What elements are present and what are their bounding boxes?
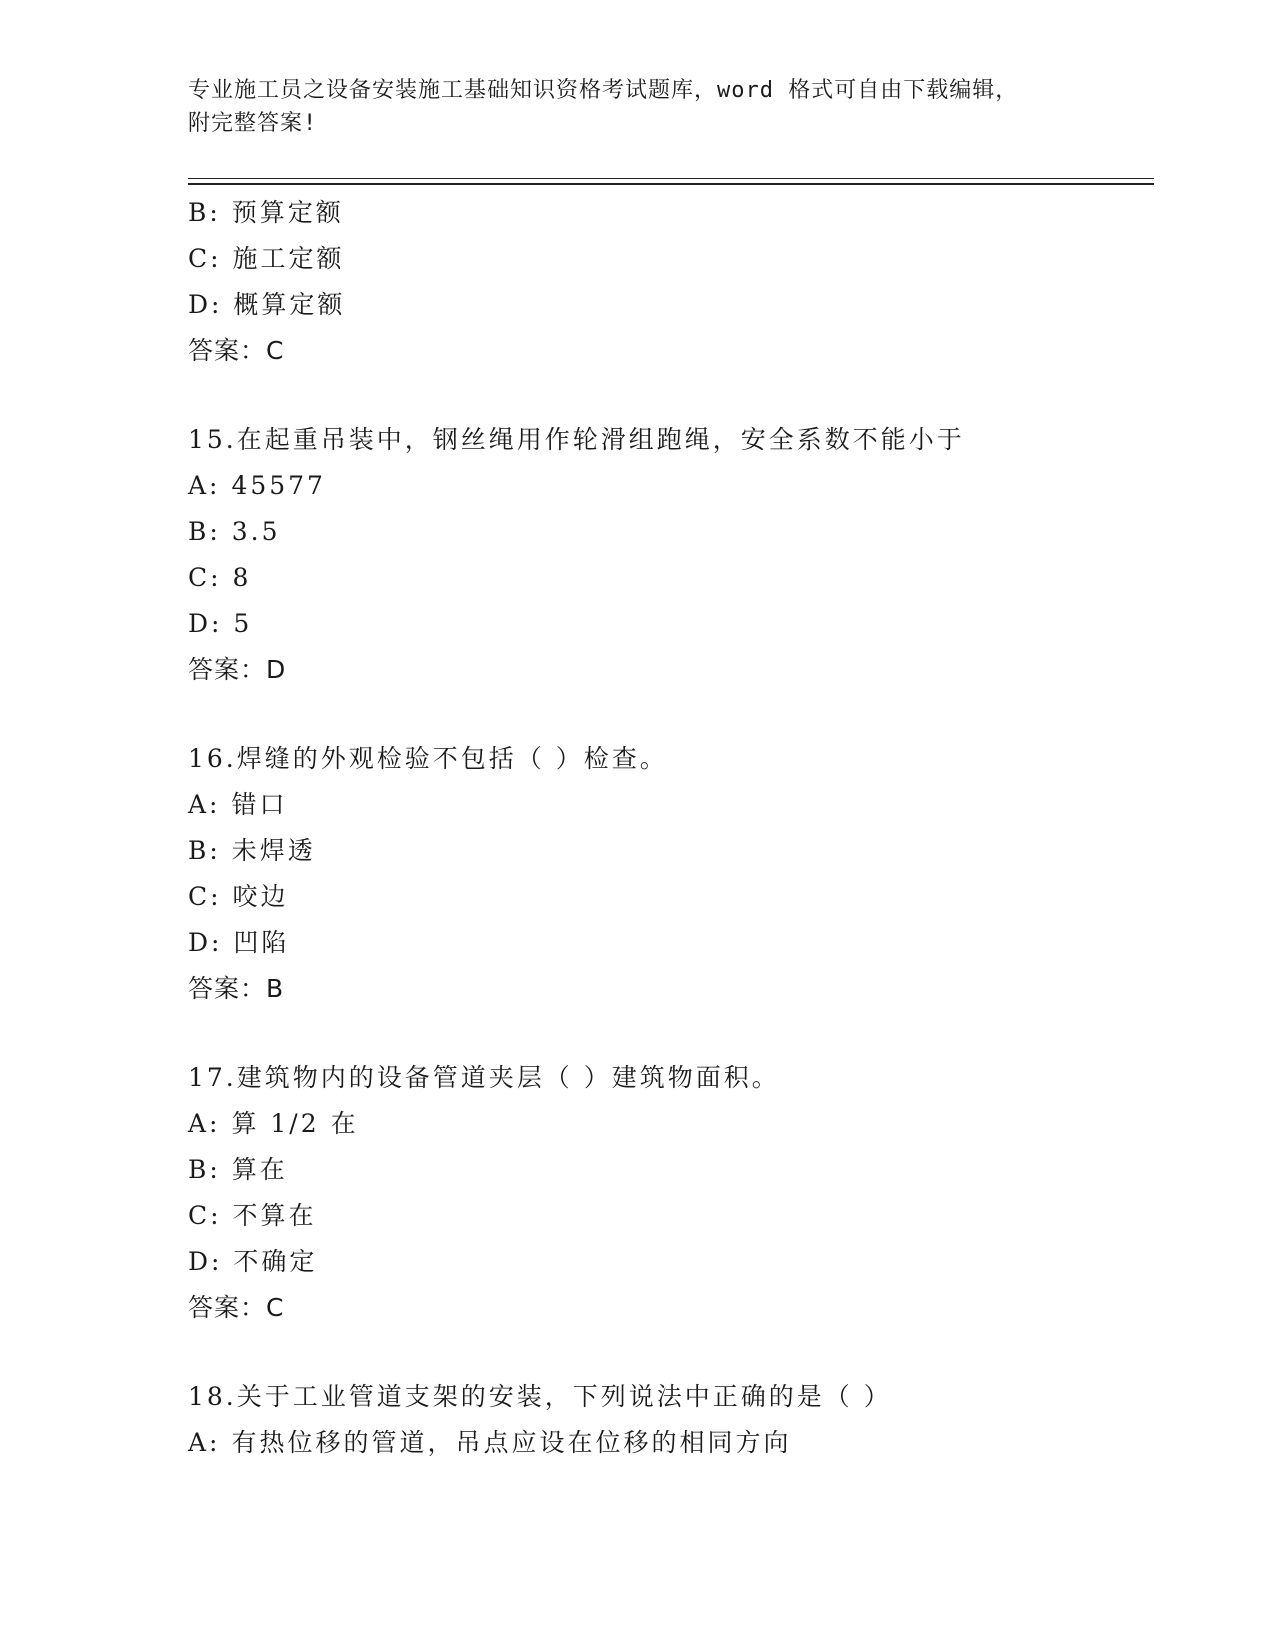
answer-line: 答案：C bbox=[188, 1293, 285, 1322]
spacer bbox=[188, 693, 1148, 736]
option-line: A: 错口 bbox=[188, 790, 288, 819]
spacer bbox=[188, 1012, 1148, 1055]
option-line: D: 5 bbox=[188, 609, 253, 638]
option-line: A: 算 1/2 在 bbox=[188, 1109, 359, 1138]
option-line: B: 未焊透 bbox=[188, 836, 316, 865]
answer-line: 答案：B bbox=[188, 974, 285, 1003]
answer-line: 答案：C bbox=[188, 336, 285, 365]
option-line: C: 不算在 bbox=[188, 1201, 317, 1230]
question-stem: 17.建筑物内的设备管道夹层（ ）建筑物面积。 bbox=[188, 1063, 780, 1092]
question-stem: 16.焊缝的外观检验不包括（ ）检查。 bbox=[188, 744, 668, 773]
question-block-prev bbox=[188, 190, 1148, 374]
question-list bbox=[188, 190, 1148, 1466]
question-block-17 bbox=[188, 1055, 1148, 1331]
question-block-15 bbox=[188, 417, 1148, 693]
document-header bbox=[188, 74, 1068, 140]
option-line: B: 3.5 bbox=[188, 517, 281, 546]
option-line: C: 8 bbox=[188, 563, 252, 592]
question-block-18 bbox=[188, 1374, 1148, 1466]
option-line: B: 预算定额 bbox=[188, 198, 344, 227]
option-line: C: 咬边 bbox=[188, 882, 289, 911]
option-line: A: 45577 bbox=[188, 471, 326, 500]
question-stem: 15.在起重吊装中，钢丝绳用作轮滑组跑绳，安全系数不能小于 bbox=[188, 425, 965, 454]
header-rule-thick bbox=[188, 183, 1154, 185]
header-line-2: 附完整答案! bbox=[188, 111, 318, 136]
header-rule-thin bbox=[188, 178, 1154, 179]
spacer bbox=[188, 1331, 1148, 1374]
option-line: D: 概算定额 bbox=[188, 290, 346, 319]
option-line: C: 施工定额 bbox=[188, 244, 345, 273]
question-block-16 bbox=[188, 736, 1148, 1012]
option-line: A: 有热位移的管道，吊点应设在位移的相同方向 bbox=[188, 1428, 792, 1457]
option-line: D: 凹陷 bbox=[188, 928, 290, 957]
answer-line: 答案：D bbox=[188, 655, 287, 684]
question-stem: 18.关于工业管道支架的安装，下列说法中正确的是（ ） bbox=[188, 1382, 892, 1411]
spacer bbox=[188, 374, 1148, 417]
header-line-1: 专业施工员之设备安装施工基础知识资格考试题库，word 格式可自由下载编辑， bbox=[188, 78, 1019, 103]
option-line: B: 算在 bbox=[188, 1155, 288, 1184]
option-line: D: 不确定 bbox=[188, 1247, 318, 1276]
